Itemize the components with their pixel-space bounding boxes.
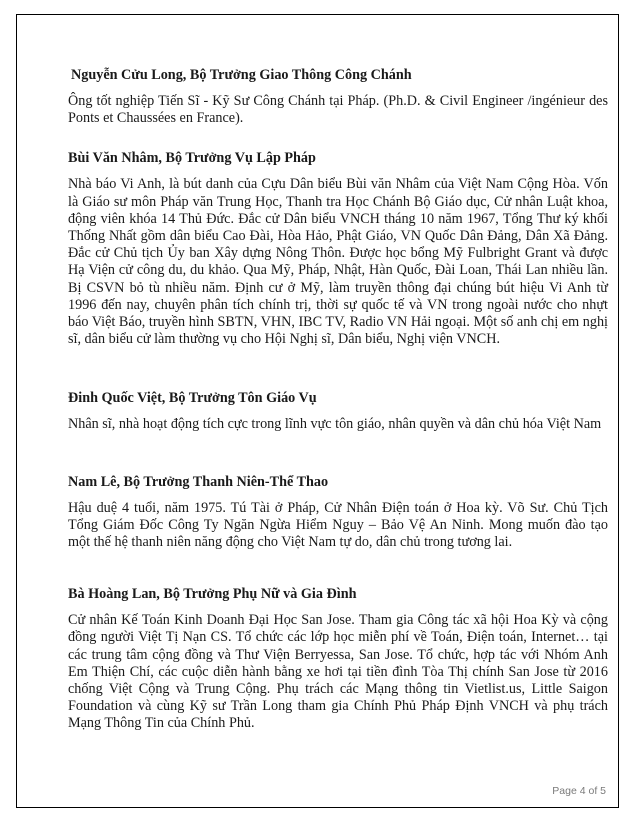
section-minister-women-family bbox=[68, 586, 608, 732]
section-body: Cử nhân Kế Toán Kinh Doanh Đại Học San Jose. Tham gia Công tác xã hội Hoa Kỳ và cộng đồng người Việt Tị Nạn CS. Tổ chức các lớp học miễn phí về Toán, Điện toán, Internet… tại các trung tâm cộng đồng và Thư Viện Berryessa, San Jose. Tổ chức, hợp tác với Nhóm Anh Em Thiện Chí, các cuộc diễn hành bằng xe hơi tại tiền đình Tòa Thị chính San Jose từ 2016 chống Việt Cộng và Trung Cộng. Phụ trách các Mạng thông tin Vietlist.us, Little Saigon Foundation và cùng Kỹ sư Trần Long tham gia Chính Phủ Pháp Định VNCH và phụ trách Mạng Thông Tin của Chính Phủ. bbox=[68, 612, 608, 732]
section-minister-legislative bbox=[68, 150, 608, 348]
section-heading: Bà Hoàng Lan, Bộ Trưởng Phụ Nữ và Gia Đình bbox=[68, 586, 357, 603]
section-body: Ông tốt nghiệp Tiến Sĩ - Kỹ Sư Công Chánh tại Pháp. (Ph.D. & Civil Engineer /ingénieur des Ponts et Chaussées en France). bbox=[68, 93, 608, 127]
section-minister-religion bbox=[68, 390, 608, 433]
section-heading: Nguyễn Cửu Long, Bộ Trưởng Giao Thông Công Chánh bbox=[71, 67, 412, 83]
section-body: Nhà báo Vi Anh, là bút danh của Cựu Dân biểu Bùi văn Nhâm của Việt Nam Cộng Hòa. Vốn là Giáo sư môn Pháp văn Trung Học, Thanh tra Học Chánh Bộ Giáo dục, Cử nhân Luật khoa, động viên khóa 14 Thủ Đức. Đắc cử Dân biểu VNCH tháng 10 năm 1967, Tổng Thư ký khối Thống Nhất gồm dân biểu Cao Đài, Hòa Hảo, Phật Giáo, VN Quốc Dân Đảng, Dân Xã Đảng. Đắc cử Chủ tịch Ủy ban Xây dựng Nông Thôn. Được học bổng Mỹ Fulbright Grant và được Hạ Viện cử công du, du khảo. Qua Mỹ, Pháp, Nhật, Hàn Quốc, Đài Loan, Thái Lan nhiều lần. Bị CSVN bỏ tù nhiều năm. Định cư ở Mỹ, làm truyền thông đại chúng bút hiệu Vi Anh từ 1996 đến nay, chuyên phân tích chính trị, thời sự quốc tế và VN trong ngoài nước cho nhựt báo Việt Báo, truyền hình SBTN, VHN, IBC TV, Radio VN Hải ngoại. Một số anh chị em nghị sĩ, dân biểu cử làm thường vụ cho Hội Nghị sĩ, Dân biểu, Nghị viện VNCH. bbox=[68, 176, 608, 348]
section-body: Nhân sĩ, nhà hoạt động tích cực trong lĩnh vực tôn giáo, nhân quyền và dân chủ hóa Việt Nam bbox=[68, 416, 602, 433]
page-number: Page 4 of 5 bbox=[552, 785, 606, 797]
section-heading: Nam Lê, Bộ Trưởng Thanh Niên-Thể Thao bbox=[68, 473, 329, 490]
document-content bbox=[68, 67, 608, 733]
section-minister-public-works bbox=[68, 67, 608, 127]
section-heading: Đinh Quốc Việt, Bộ Trưởng Tôn Giáo Vụ bbox=[68, 390, 317, 407]
section-body: Hậu duệ 4 tuổi, năm 1975. Tú Tài ở Pháp, Cử Nhân Điện toán ở Hoa kỳ. Võ Sư. Chủ Tịch Tổng Giám Đốc Công Ty Ngăn Ngừa Hiểm Nguy – Bảo Vệ An Ninh. Mong muốn đào tạo một thế hệ thanh niên năng động cho Việt Nam tự do, dân chủ trong tương lai. bbox=[68, 499, 608, 551]
section-minister-youth-sports bbox=[68, 474, 608, 552]
section-heading: Bùi Văn Nhâm, Bộ Trưởng Vụ Lập Pháp bbox=[68, 150, 316, 167]
